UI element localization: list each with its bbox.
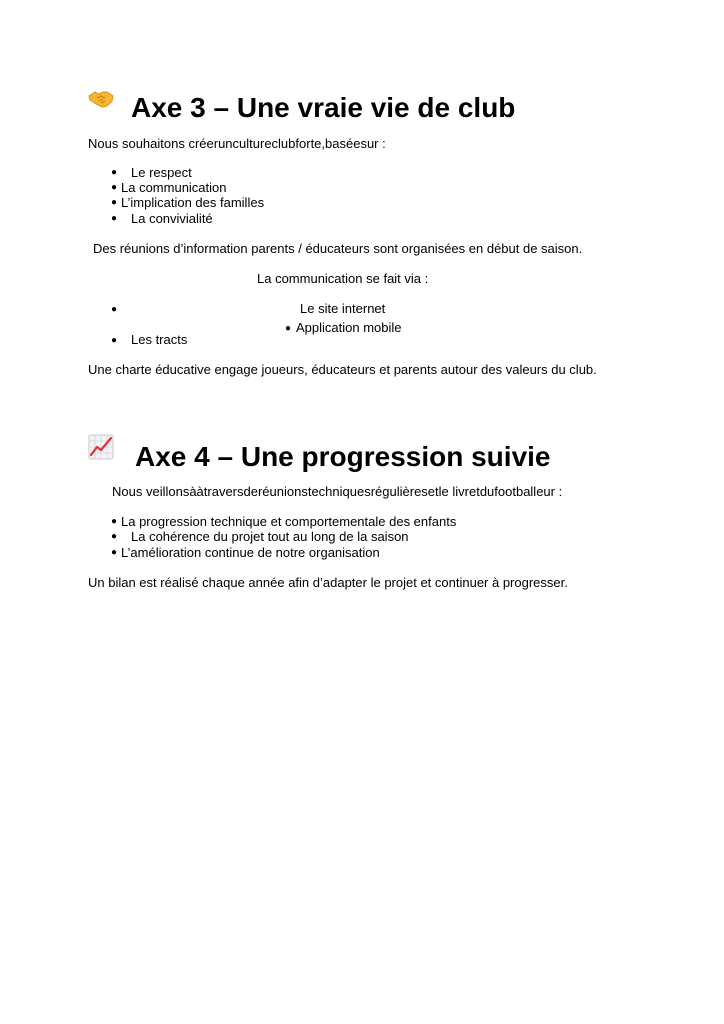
list-item: Les tracts <box>131 332 188 347</box>
list-item: La communication <box>121 180 227 195</box>
bullet: ● <box>111 167 118 178</box>
bullet: ● <box>111 335 118 346</box>
channels-intro: La communication se fait via : <box>257 271 429 286</box>
chart-increasing-icon <box>88 434 114 460</box>
list-item: La convivialité <box>131 211 213 226</box>
bullet: ● <box>285 323 292 334</box>
list-item: Le respect <box>131 165 192 180</box>
bullet: ● <box>111 197 118 208</box>
list-item: Application mobile <box>296 320 402 335</box>
axe3-title: Axe 3 – Une vraie vie de club <box>131 92 516 123</box>
list-item: La cohérence du projet tout au long de la saison <box>131 529 409 544</box>
list-item: L’implication des familles <box>121 195 265 210</box>
bullet: ● <box>111 547 118 558</box>
list-item: Le site internet <box>300 301 386 316</box>
axe3-intro: Nous souhaitons créeruncultureclubforte,baséesur : <box>88 136 386 151</box>
meetings-text: Des réunions d’information parents / éducateurs sont organisées en début de saison. <box>93 241 583 256</box>
bullet: ● <box>111 531 118 542</box>
handshake-icon <box>88 89 114 109</box>
bullet: ● <box>111 516 118 527</box>
list-item: L’amélioration continue de notre organisation <box>121 545 380 560</box>
axe4-title: Axe 4 – Une progression suivie <box>135 441 551 472</box>
bullet: ● <box>111 213 118 224</box>
conclusion-text: Un bilan est réalisé chaque année afin d’adapter le projet et continuer à progresser. <box>88 575 568 590</box>
bullet: ● <box>111 182 118 193</box>
bullet: ● <box>111 304 118 315</box>
list-item: La progression technique et comportementale des enfants <box>121 514 457 529</box>
axe4-intro: Nous veillonsààtraversderéunionstechniquesrégulièresetle livretdufootballeur : <box>112 484 563 499</box>
charter-text: Une charte éducative engage joueurs, éducateurs et parents autour des valeurs du club. <box>88 362 597 377</box>
